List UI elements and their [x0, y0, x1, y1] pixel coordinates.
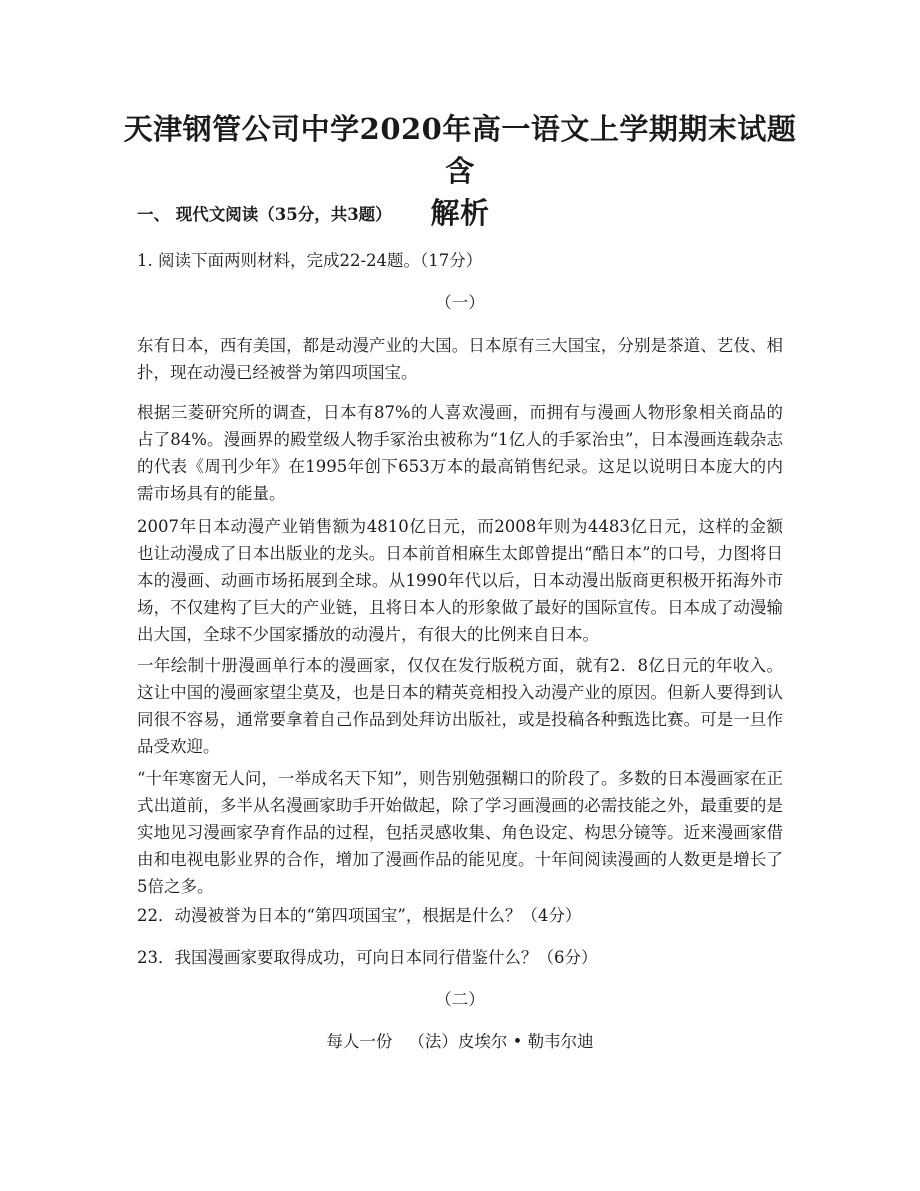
paragraph-1: 东有日本，西有美国，都是动漫产业的大国。日本原有三大国宝，分别是茶道、艺伎、相扑，现在动漫已经被誉为第四项国宝。 — [137, 336, 783, 382]
paragraph-2: 根据三菱研究所的调查，日本有87%的人喜欢漫画，而拥有与漫画人物形象相关商品的占了84%。漫画界的殿堂级人物手冢治虫被称为“1亿人的手冢治虫”，日本漫画连载杂志的代表《周刊少年》在1995年创下653万本的最高销售纪录。这足以说明日本庞大的内需市场具有的能量。 — [137, 403, 783, 503]
question-23: 23．我国漫画家要取得成功，可向日本同行借鉴什么？（6分） — [137, 948, 598, 967]
paragraph-3: 2007年日本动漫产业销售额为4810亿日元，而2008年则为4483亿日元，这样的金额也让动漫成了日本出版业的龙头。日本前首相麻生太郎曾提出“酷日本”的口号，力图将日本的漫画、动画市场拓展到全球。从1990年代以后，日本动漫出版商更积极开拓海外市场，不仅建构了巨大的产业链，且将日本人的形象做了最好的国际宣传。日本成了动漫输出大国，全球不少国家播放的动漫片，有很大的比例来自日本。 — [137, 517, 783, 644]
part-one-label: （一） — [435, 293, 485, 312]
poem-byline — [137, 1030, 783, 1054]
paragraph-5: “十年寒窗无人问，一举成名天下知”，则告别勉强糊口的阶段了。多数的日本漫画家在正式出道前，多半从名漫画家助手开始做起，除了学习画漫画的必需技能之外，最重要的是实地见习漫画家孕育作品的过程，包括灵感收集、角色设定、构思分镜等。近来漫画家借由和电视电影业界的合作，增加了漫画作品的能见度。十年间阅读漫画的人数更是增长了5倍之多。 — [137, 769, 783, 896]
question-intro: 1. 阅读下面两则材料，完成22-24题。（17分） — [137, 251, 483, 270]
question-22: 22．动漫被誉为日本的“第四项国宝”，根据是什么？（4分） — [137, 906, 582, 925]
part-two-label: （二） — [435, 990, 485, 1009]
paragraph-4: 一年绘制十册漫画单行本的漫画家，仅仅在发行版税方面，就有2．8亿日元的年收入。这让中国的漫画家望尘莫及，也是日本的精英竞相投入动漫产业的原因。但新人要得到认同很不容易，通常要拿着自己作品到处拜访出版社，或是投稿各种甄选比赛。可是一旦作品受欢迎。 — [137, 656, 783, 756]
poem-author: （法）皮埃尔 • 勒韦尔迪 — [408, 1032, 594, 1051]
poem-title: 每人一份 — [326, 1032, 393, 1051]
title-line-1: 天津钢管公司中学2020年高一语文上学期期末试题含 — [123, 112, 797, 188]
title-line-2: 解析 — [430, 196, 490, 230]
section-heading: 一、 现代文阅读（35分，共3题） — [137, 205, 392, 224]
